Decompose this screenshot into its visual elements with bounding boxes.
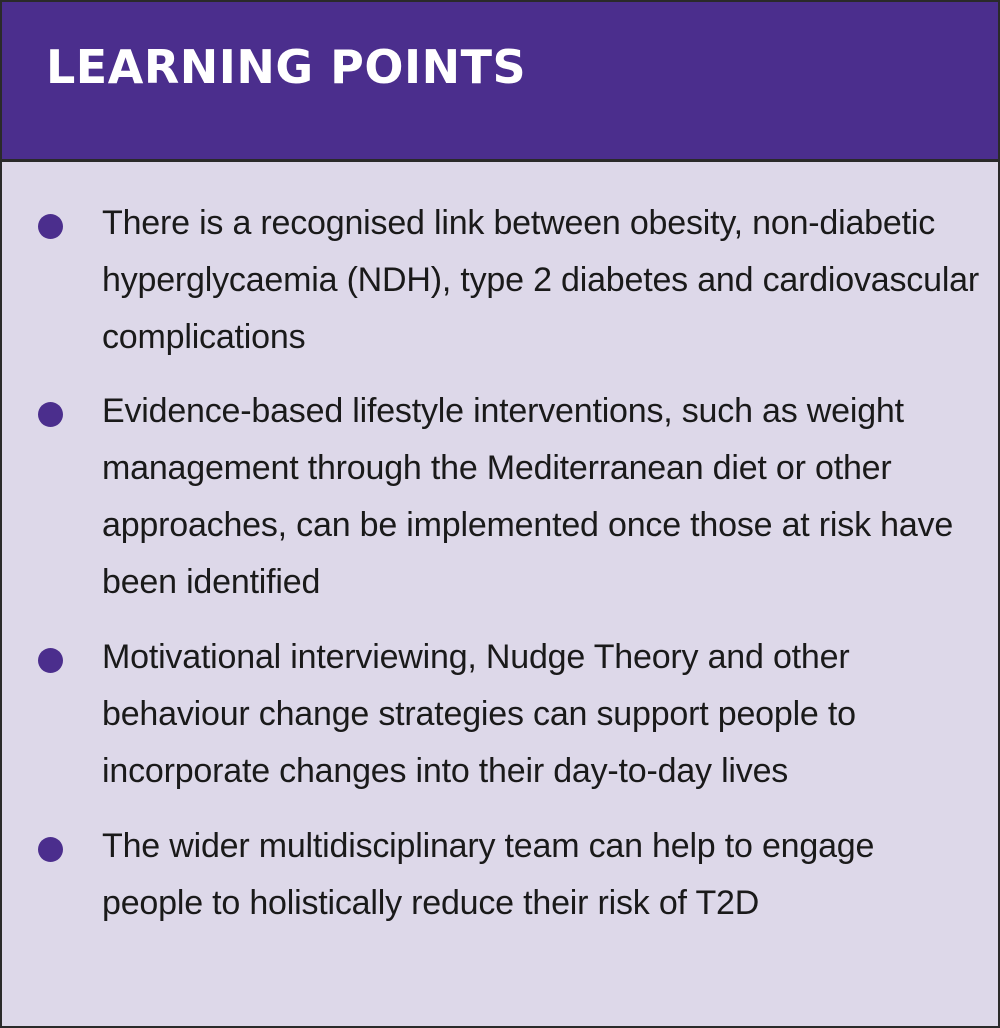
bullet-icon bbox=[38, 402, 63, 427]
bullet-icon bbox=[38, 214, 63, 239]
box-title: LEARNING POINTS bbox=[46, 40, 527, 94]
bullet-icon bbox=[38, 837, 63, 862]
list-item-text: There is a recognised link between obesity, non-diabetic hyperglycaemia (NDH), type 2 diabetes and cardiovascular complications bbox=[102, 204, 980, 356]
list-item-text: Evidence-based lifestyle interventions, such as weight management through the Mediterranean diet or other approaches, can be implemented once those at risk have been identified bbox=[102, 392, 954, 601]
header-bar bbox=[2, 2, 998, 162]
list-item-text: The wider multidisciplinary team can help to engage people to holistically reduce their risk of T2D bbox=[102, 827, 875, 922]
bullet-icon bbox=[38, 648, 63, 673]
list-item-text: Motivational interviewing, Nudge Theory and other behaviour change strategies can support people to incorporate changes into their day-to-day lives bbox=[102, 638, 856, 790]
